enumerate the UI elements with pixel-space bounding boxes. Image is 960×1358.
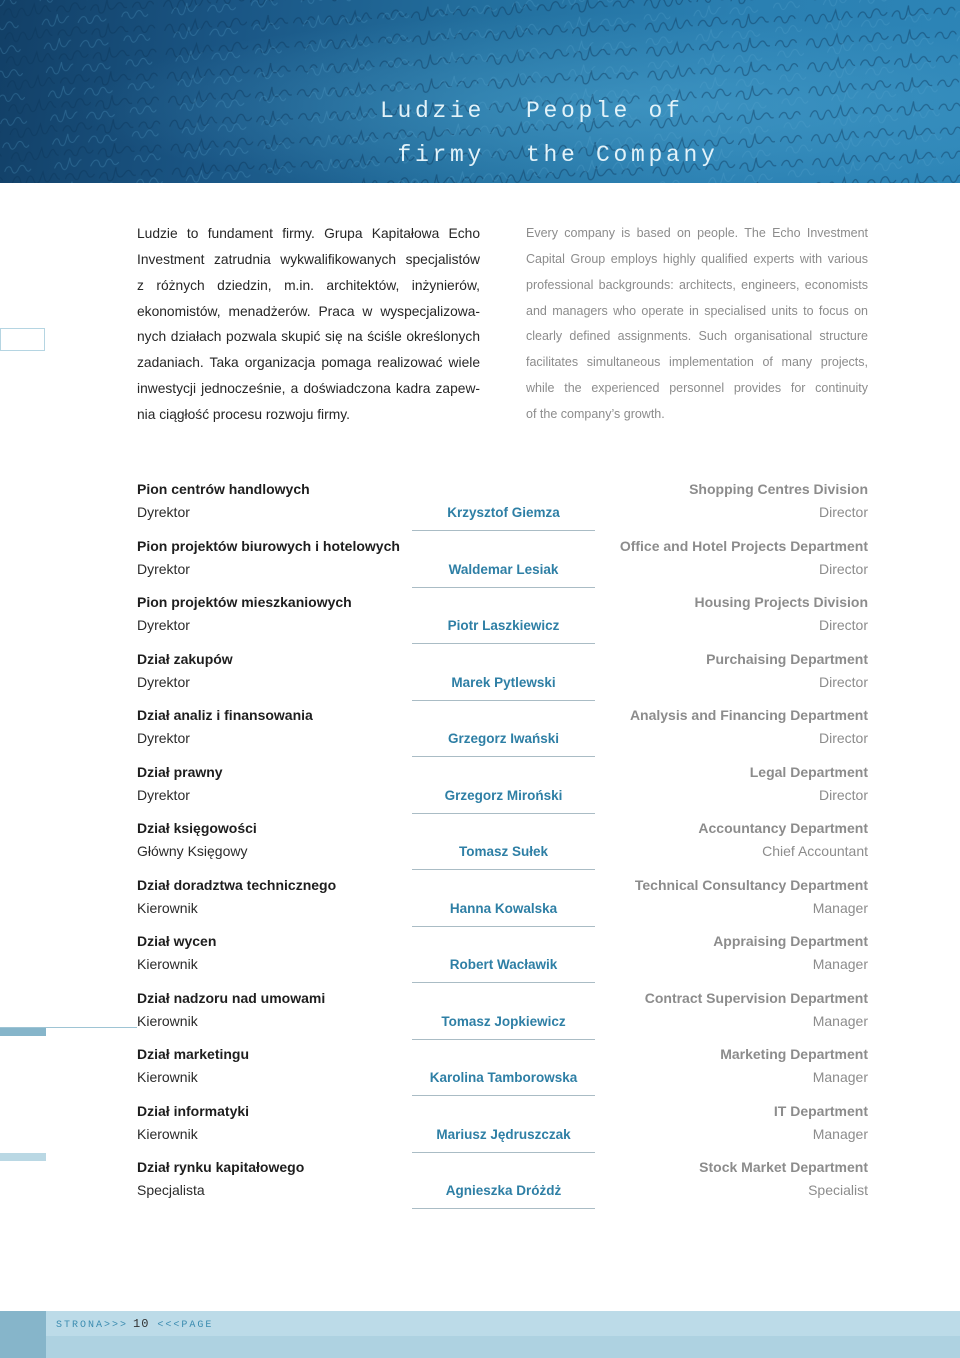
name-underline (412, 1095, 595, 1096)
footer-band-lower (46, 1336, 960, 1358)
name-underline (412, 982, 595, 983)
staff-row (0, 874, 960, 931)
position-en: Director (818, 560, 868, 577)
person-name: Hanna Kowalska (449, 900, 558, 916)
name-underline (412, 926, 595, 927)
header-banner (0, 0, 960, 183)
position-en: Manager (812, 1012, 868, 1029)
intro-en-line: while the experienced personnel provides for continuity (526, 381, 868, 396)
name-underline (412, 643, 595, 644)
staff-row (0, 761, 960, 818)
name-underline (412, 1152, 595, 1153)
person-name: Karolina Tamborowska (429, 1070, 578, 1085)
position-en: Manager (812, 1125, 868, 1142)
staff-row (0, 817, 960, 874)
person-name: Tomasz Sułek (458, 844, 549, 859)
department-name-en: Office and Hotel Projects Department (619, 537, 868, 554)
page-number: 10 (133, 1317, 150, 1331)
position-en: Director (818, 786, 868, 803)
intro-pl-line: inwestycji jednocześnie, a doświadczona kadra zapew- (137, 381, 480, 397)
department-name-en: Analysis and Financing Department (629, 707, 868, 723)
position-pl: Dyrektor (137, 560, 190, 577)
position-en: Chief Accountant (762, 843, 868, 859)
staff-row (0, 1043, 960, 1100)
department-name-pl: Dział marketingu (137, 1046, 250, 1062)
position-pl: Dyrektor (137, 673, 190, 690)
department-name-pl: Dział wycen (137, 933, 217, 949)
margin-marker-outline (0, 328, 45, 351)
position-pl: Dyrektor (137, 617, 190, 633)
department-name-pl: Dział księgowości (137, 820, 257, 836)
department-name-en: Contract Supervision Department (644, 989, 868, 1006)
position-pl: Kierownik (137, 1069, 198, 1085)
position-en: Director (818, 617, 868, 633)
staff-row (0, 478, 960, 535)
intro-en-line: and managers who operate in specialised units to focus on (526, 303, 868, 318)
position-pl: Kierownik (137, 956, 198, 972)
department-name-pl: Pion projektów biurowych i hotelowych (137, 537, 400, 554)
staff-row (0, 987, 960, 1044)
intro-pl-line: nia ciągłość procesu rozwoju firmy. (137, 406, 350, 422)
title-pl-line-2: firmy (397, 142, 485, 168)
intro-pl-line: ekonomistów, menadżerów. Praca w wyspecjalizowa- (137, 303, 480, 319)
position-pl: Dyrektor (137, 786, 190, 803)
title-en-line-2: the Company (526, 142, 719, 168)
department-name-pl: Dział zakupów (137, 650, 233, 667)
staff-row (0, 704, 960, 761)
footer-corner-block (0, 1311, 46, 1358)
department-name-pl: Dział prawny (137, 763, 223, 780)
department-name-pl: Dział analiz i finansowania (137, 707, 313, 723)
department-name-en: Housing Projects Division (694, 594, 868, 610)
department-name-pl: Pion projektów mieszkaniowych (137, 594, 352, 610)
person-name: Waldemar Lesiak (448, 561, 559, 577)
department-name-en: Shopping Centres Division (689, 481, 868, 497)
title-en-line-1: People of (526, 98, 684, 124)
department-name-en: Appraising Department (713, 933, 868, 949)
intro-pl-line: Investment zatrudnia wykwalifikowanych specjalistów (137, 251, 480, 267)
position-en: Director (818, 673, 868, 690)
intro-pl-line: z różnych dziedzin, m.in. architektów, inżynierów, (137, 277, 480, 293)
person-name: Tomasz Jopkiewicz (441, 1013, 566, 1029)
name-underline (412, 1039, 595, 1040)
intro-en-line: facilitates simultaneous implementation of many projects, (526, 355, 868, 370)
department-name-pl: Pion centrów handlowych (137, 481, 310, 497)
name-underline (412, 530, 595, 531)
position-en: Manager (812, 899, 868, 916)
department-name-pl: Dział informatyki (137, 1102, 250, 1119)
position-pl: Główny Księgowy (137, 843, 248, 859)
person-name: Agnieszka Dróżdż (445, 1183, 562, 1198)
staff-list (0, 478, 960, 1213)
department-name-en: Purchaising Department (706, 650, 868, 667)
position-pl: Dyrektor (137, 504, 190, 520)
position-en: Director (818, 504, 868, 520)
staff-row (0, 1100, 960, 1157)
staff-row (0, 648, 960, 705)
person-name: Krzysztof Giemza (447, 505, 560, 520)
intro-paragraph-pl (137, 221, 480, 428)
position-pl: Kierownik (137, 1012, 198, 1029)
name-underline (412, 869, 595, 870)
intro-pl-line: Ludzie to fundament firmy. Grupa Kapitałowa Echo (137, 226, 480, 241)
person-name: Marek Pytlewski (451, 674, 556, 690)
position-pl: Dyrektor (137, 730, 190, 746)
person-name: Grzegorz Miroński (444, 787, 563, 803)
name-underline (412, 756, 595, 757)
person-name: Robert Wacławik (449, 957, 558, 972)
position-en: Manager (812, 956, 868, 972)
name-underline (412, 700, 595, 701)
staff-row (0, 930, 960, 987)
page-label-pl: STRONA>>> (56, 1320, 129, 1331)
staff-row (0, 591, 960, 648)
position-pl: Kierownik (137, 899, 198, 916)
staff-row (0, 1156, 960, 1213)
person-name: Piotr Laszkiewicz (447, 618, 560, 633)
intro-paragraph-en (526, 221, 868, 428)
department-name-pl: Dział rynku kapitałowego (137, 1159, 305, 1175)
intro-en-line: professional backgrounds: architects, engineers, economists (526, 277, 868, 292)
department-name-pl: Dział nadzoru nad umowami (137, 989, 326, 1006)
department-name-en: Technical Consultancy Department (634, 876, 868, 893)
position-pl: Specjalista (137, 1182, 205, 1198)
position-en: Director (818, 730, 868, 746)
department-name-en: Legal Department (749, 763, 868, 780)
name-underline (412, 1208, 595, 1209)
intro-en-line: clearly defined assignments. Such organisational structure (526, 329, 868, 344)
department-name-en: IT Department (773, 1102, 868, 1119)
person-name: Grzegorz Iwański (447, 731, 560, 746)
department-name-pl: Dział doradztwa technicznego (137, 876, 337, 893)
page-number-bar (56, 1316, 213, 1333)
name-underline (412, 587, 595, 588)
intro-en-line: Capital Group employs highly qualified experts with various (526, 251, 868, 266)
staff-row (0, 535, 960, 592)
title-pl-line-1: Ludzie (379, 98, 485, 124)
position-pl: Kierownik (137, 1125, 198, 1142)
department-name-en: Accountancy Department (698, 820, 868, 836)
intro-en-line: of the company’s growth. (526, 406, 665, 421)
intro-en-line: Every company is based on people. The Echo Investment (526, 226, 868, 240)
name-underline (412, 813, 595, 814)
position-en: Manager (812, 1069, 868, 1085)
position-en: Specialist (808, 1182, 868, 1198)
intro-pl-line: nych działach pozwala skupić się na ściśle określonych (137, 329, 480, 345)
person-name: Mariusz Jędruszczak (436, 1126, 571, 1142)
intro-pl-line: zadaniach. Taka organizacja pomaga realizować wiele (137, 355, 480, 371)
page-label-en: <<<PAGE (157, 1320, 214, 1331)
department-name-en: Marketing Department (720, 1046, 868, 1062)
department-name-en: Stock Market Department (699, 1159, 868, 1175)
